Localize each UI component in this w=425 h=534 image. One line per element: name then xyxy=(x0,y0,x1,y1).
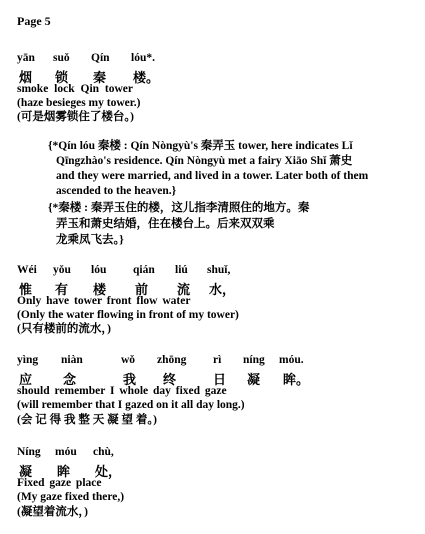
stanza3-chinese-translation: (会 记 得 我 整 天 凝 望 着。) xyxy=(17,414,157,426)
stanza3-translation: (will remember that I gazed on it all day long.) xyxy=(17,399,245,411)
pinyin-word: yān xyxy=(17,52,35,64)
hanzi-char: 凝 xyxy=(247,372,261,387)
pinyin-word: móu xyxy=(55,446,77,458)
pinyin-word: qián xyxy=(133,264,155,276)
pinyin-word: Wéi xyxy=(17,264,37,276)
note-en-line: ascended to the heaven.} xyxy=(56,185,177,197)
hanzi-char: 秦 xyxy=(93,70,107,85)
hanzi-char: 前 xyxy=(135,282,149,297)
note-zh-line: 龙乘凤飞去。} xyxy=(56,234,124,246)
stanza2-chinese-translation: (只有楼前的流水，) xyxy=(17,323,111,335)
stanza4-gloss: Fixed gaze place xyxy=(17,477,102,489)
note-zh-line: {*秦楼 : 秦弄玉住的楼，这儿指李清照住的地方。秦 xyxy=(48,202,310,214)
hanzi-char: 应 xyxy=(19,372,33,387)
pinyin-word: chù, xyxy=(93,446,114,458)
stanza4-translation: (My gaze fixed there,) xyxy=(17,491,125,503)
hanzi-char: 锁 xyxy=(55,70,69,85)
hanzi-char: 眸。 xyxy=(283,372,310,387)
pinyin-word: rì xyxy=(213,354,222,366)
hanzi-char: 烟 xyxy=(19,70,33,85)
note-zh-line: 弄玉和萧史结婚，住在楼台上。后来双双乘 xyxy=(56,218,275,230)
stanza2-gloss: Only have tower front flow water xyxy=(17,295,191,307)
hanzi-char: 有 xyxy=(55,282,69,297)
note-en-line: {*Qín lóu 秦楼 : Qín Nòngyù's 秦弄玉 tower, here indicates Lǐ xyxy=(48,140,353,152)
pinyin-word: Níng xyxy=(17,446,41,458)
hanzi-char: 念 xyxy=(63,372,77,387)
pinyin-word: móu. xyxy=(279,354,304,366)
page-number: Page 5 xyxy=(17,14,51,28)
pinyin-word: yǒu xyxy=(53,264,71,276)
stanza1-translation: (haze besieges my tower.) xyxy=(17,97,141,109)
hanzi-char: 我 xyxy=(123,372,137,387)
hanzi-char: 水， xyxy=(209,282,236,297)
stanza1-gloss: smoke lock Qin tower xyxy=(17,83,134,95)
stanza4-chinese-translation: (凝望着流水，) xyxy=(17,506,88,518)
note-en-line: and they were married, and lived in a tower. Later both of them xyxy=(56,170,369,182)
note-en-line: Qīngzhào's residence. Qín Nòngyù met a fairy Xiāo Shǐ 萧史 xyxy=(56,155,353,167)
hanzi-char: 楼。 xyxy=(133,70,160,85)
stanza3-gloss: should remember I whole day fixed gaze xyxy=(17,385,227,397)
pinyin-word: lóu*. xyxy=(131,52,155,64)
pinyin-word: niàn xyxy=(61,354,83,366)
hanzi-char: 凝 xyxy=(19,464,33,479)
hanzi-char: 惟 xyxy=(19,282,33,297)
hanzi-char: 处， xyxy=(95,464,122,479)
hanzi-char: 楼 xyxy=(93,282,107,297)
pinyin-word: liú xyxy=(175,264,188,276)
hanzi-char: 流 xyxy=(177,282,191,297)
pinyin-word: lóu xyxy=(91,264,107,276)
pinyin-word: wǒ xyxy=(121,354,136,366)
pinyin-word: shuǐ, xyxy=(207,264,231,276)
pinyin-word: zhōng xyxy=(157,354,187,366)
hanzi-char: 终 xyxy=(163,372,177,387)
hanzi-char: 日 xyxy=(213,372,227,387)
hanzi-char: 眸 xyxy=(57,464,71,479)
stanza1-chinese-translation: (可是烟雾锁住了楼台。) xyxy=(17,111,134,123)
pinyin-word: níng xyxy=(243,354,265,366)
pinyin-word: suǒ xyxy=(53,52,70,64)
stanza2-translation: (Only the water flowing in front of my tower) xyxy=(17,309,239,321)
pinyin-word: Qín xyxy=(91,52,110,64)
pinyin-word: yìng xyxy=(17,354,39,366)
